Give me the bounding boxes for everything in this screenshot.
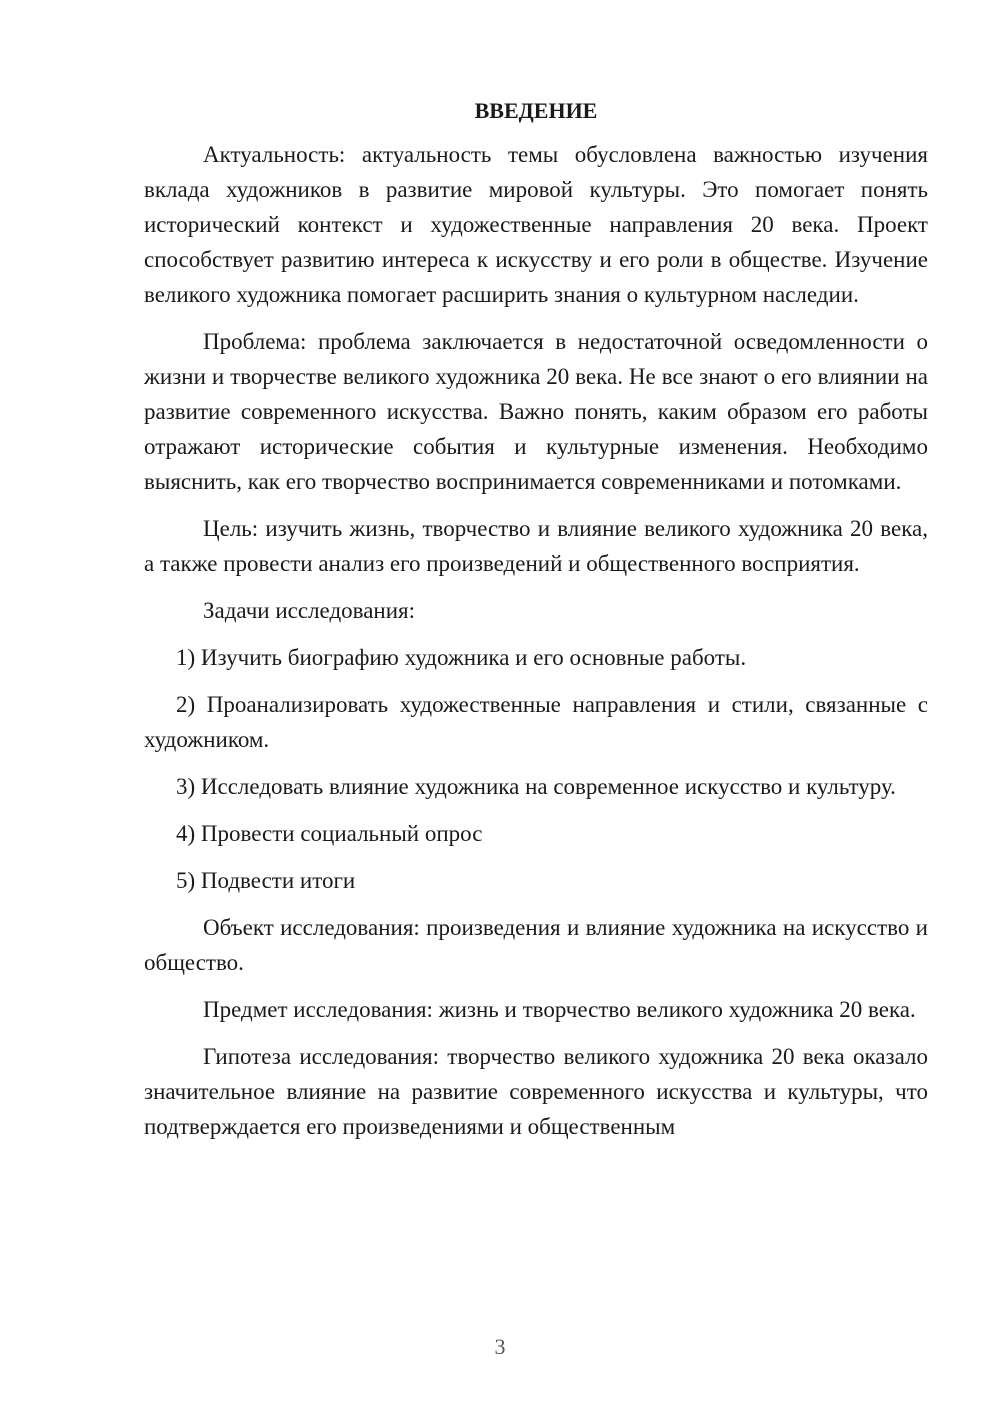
page-number: 3 [494, 1334, 506, 1359]
paragraph-relevance: Актуальность: актуальность темы обусловлена важностью изучения вклада художников в развитие мировой культуры. Это помогает понять исторический контекст и художественные направления 20 века. Проект способствует развитию интереса к искусству и его роли в обществе. Изучение великого художника помогает расширить знания о культурном наследии. [144, 142, 928, 307]
task-item: 1) Изучить биографию художника и его основные работы. [176, 645, 747, 670]
task-item: 4) Провести социальный опрос [176, 821, 483, 846]
paragraph-object: Объект исследования: произведения и влияние художника на искусство и общество. [144, 915, 928, 975]
page-title: ВВЕДЕНИЕ [474, 98, 598, 123]
paragraph-subject: Предмет исследования: жизнь и творчество великого художника 20 века. [203, 997, 916, 1022]
task-item: 5) Подвести итоги [176, 868, 356, 893]
paragraph-goal: Цель: изучить жизнь, творчество и влияние великого художника 20 века, а также провести анализ его произведений и общественного восприятия. [144, 516, 928, 576]
paragraph-problem: Проблема: проблема заключается в недостаточной осведомленности о жизни и творчестве великого художника 20 века. Не все знают о его влиянии на развитие современного искусства. Важно понять, каким образом его работы отражают исторические события и культурные изменения. Необходимо выяснить, как его творчество воспринимается современниками и потомками. [144, 329, 928, 494]
task-item: 3) Исследовать влияние художника на современное искусство и культуру. [176, 774, 896, 799]
paragraph-tasks-heading: Задачи исследования: [203, 598, 416, 623]
task-item: 2) Проанализировать художественные направления и стили, связанные с художником. [144, 692, 928, 752]
paragraph-hypothesis: Гипотеза исследования: творчество великого художника 20 века оказало значительное влияние на развитие современного искусства и культуры, что подтверждается его произведениями и общественным [144, 1044, 928, 1139]
page-content [144, 96, 928, 1144]
